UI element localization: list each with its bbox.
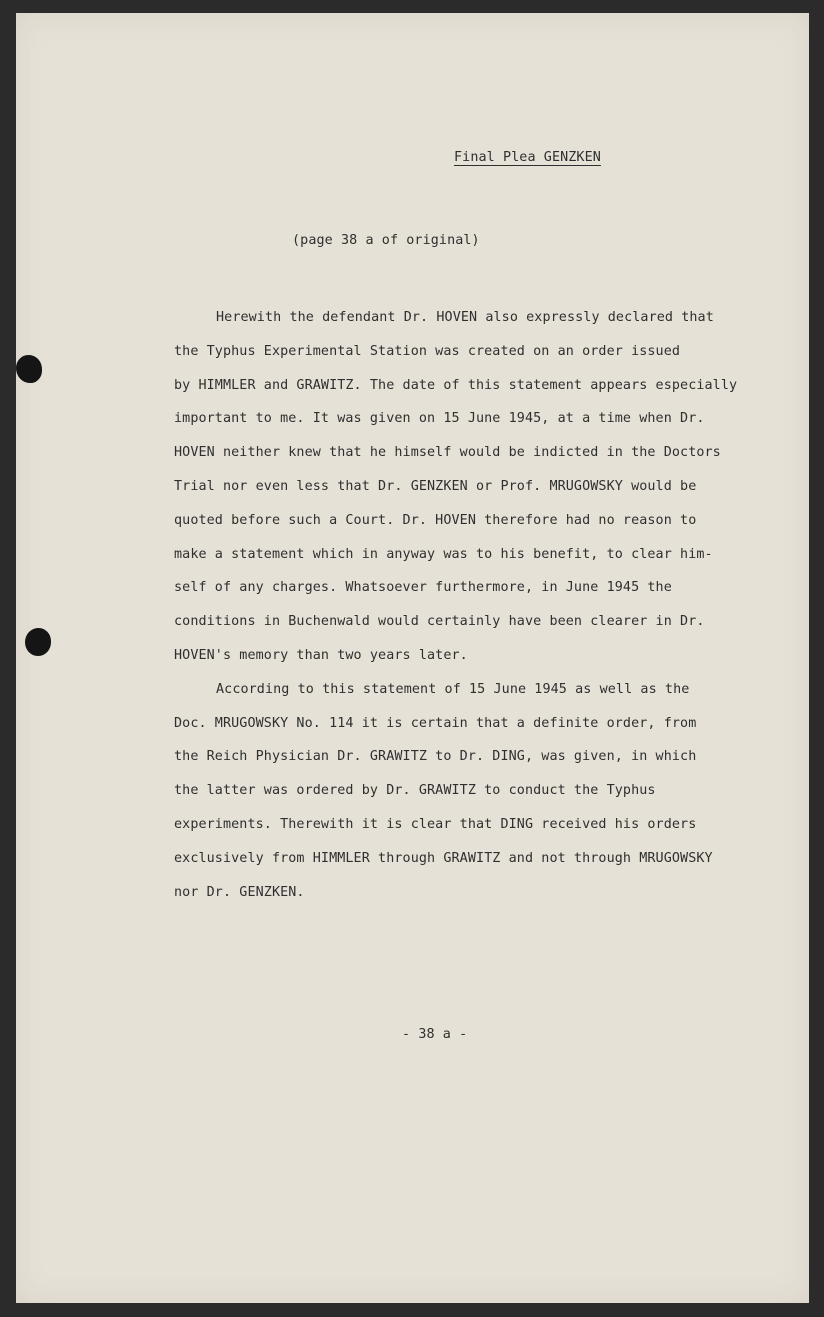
text-line: the Reich Physician Dr. GRAWITZ to Dr. DING, was given, in which <box>174 749 697 765</box>
page-number: - 38 a - <box>402 1027 468 1042</box>
text-line: make a statement which in anyway was to his benefit, to clear him- <box>174 546 713 562</box>
text-line: self of any charges. Whatsoever furthermore, in June 1945 the <box>174 580 672 596</box>
text-line: quoted before such a Court. Dr. HOVEN therefore had no reason to <box>174 512 697 528</box>
page-reference: (page 38 a of original) <box>292 233 480 248</box>
document-heading: Final Plea GENZKEN <box>454 150 601 165</box>
text-line: nor Dr. GENZKEN. <box>174 884 305 900</box>
text-line: the Typhus Experimental Station was created on an order issued <box>174 343 681 359</box>
text-line: HOVEN's memory than two years later. <box>174 647 468 663</box>
text-line: Trial nor even less that Dr. GENZKEN or Prof. MRUGOWSKY would be <box>174 478 697 494</box>
text-line: According to this statement of 15 June 1945 as well as the <box>216 681 690 697</box>
text-line: Doc. MRUGOWSKY No. 114 it is certain that a definite order, from <box>174 715 697 731</box>
body-text <box>174 301 737 909</box>
document-page <box>16 13 809 1303</box>
punch-hole <box>16 355 42 383</box>
text-line: by HIMMLER and GRAWITZ. The date of this statement appears especially <box>174 377 738 393</box>
text-line: Herewith the defendant Dr. HOVEN also expressly declared that <box>216 310 714 325</box>
text-line: experiments. Therewith it is clear that DING received his orders <box>174 816 697 832</box>
text-line: exclusively from HIMMLER through GRAWITZ and not through MRUGOWSKY <box>174 850 713 866</box>
text-line: the latter was ordered by Dr. GRAWITZ to conduct the Typhus <box>174 783 656 799</box>
punch-hole <box>25 628 51 656</box>
text-line: HOVEN neither knew that he himself would be indicted in the Doctors <box>174 445 721 461</box>
text-line: conditions in Buchenwald would certainly have been clearer in Dr. <box>174 614 705 630</box>
text-line: important to me. It was given on 15 June 1945, at a time when Dr. <box>174 411 705 427</box>
